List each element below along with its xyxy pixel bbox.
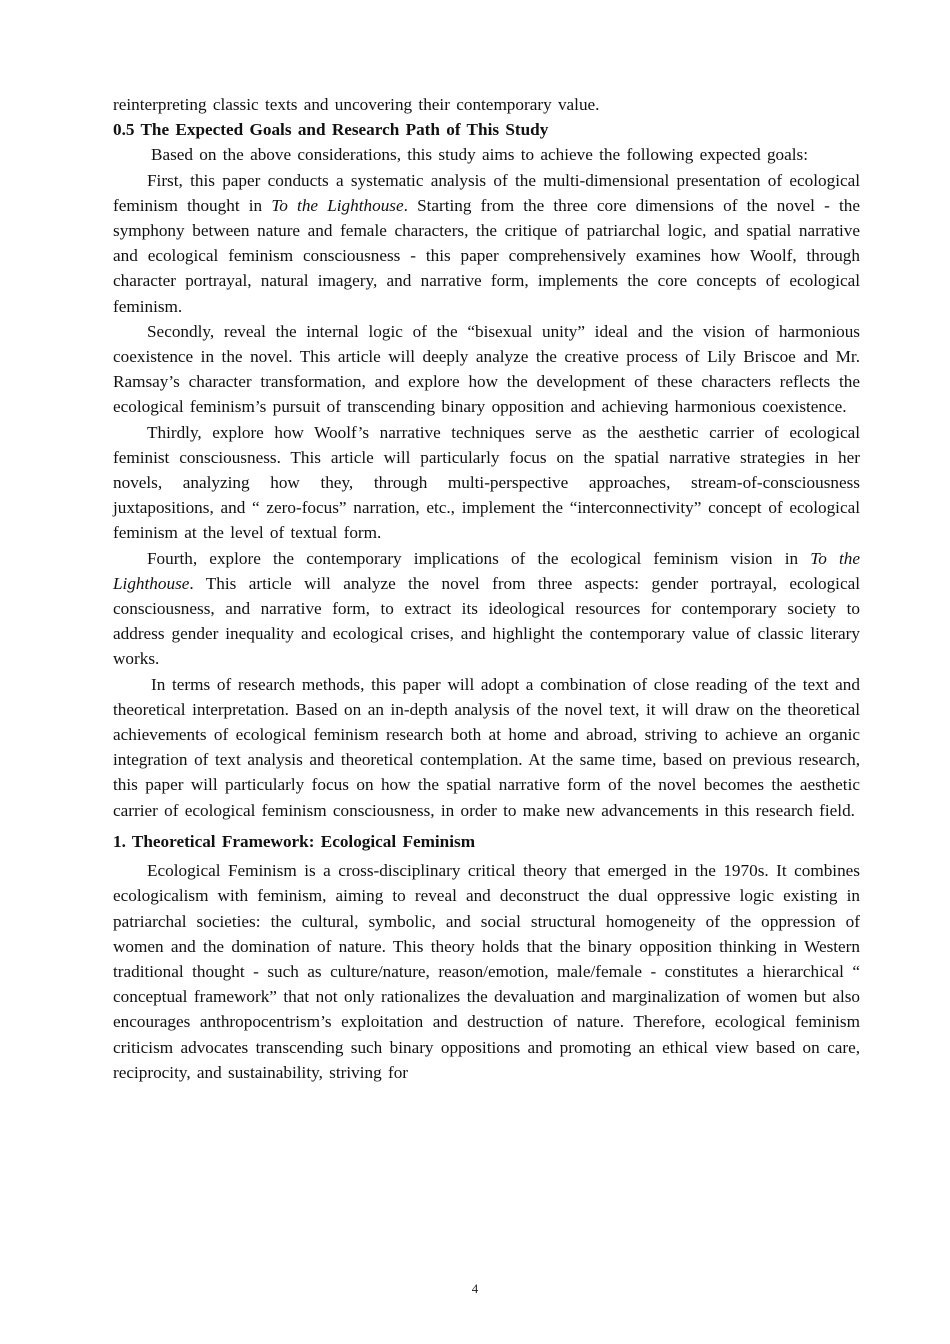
paragraph-first-goal xyxy=(113,168,860,319)
page-body xyxy=(113,92,860,1085)
continued-paragraph-line: reinterpreting classic texts and uncovering their contemporary value. xyxy=(113,95,600,114)
paragraph-intro: Based on the above considerations, this study aims to achieve the following expected goals: xyxy=(151,145,809,165)
paragraph-ecological-feminism: Ecological Feminism is a cross-disciplinary critical theory that emerged in the 1970s. It combines ecologicalism with feminism, aiming to reveal and deconstruct the dual oppressive logic existing in patriarchal societies: the cultural, symbolic, and social structural homogeneity of the oppression of women and the domination of nature. This theory holds that the binary opposition thinking in Western traditional thought - such as culture/nature, reason/emotion, male/female - constitutes a hierarchical “ conceptual framework” that not only rationalizes the devaluation and marginalization of women but also encourages anthropocentrism’s exploitation and destruction of nature. Therefore, ecological feminism criticism advocates transcending such binary oppositions and promoting an ethical view based on care, reciprocity, and sustainability, striving for xyxy=(113,861,860,1082)
paragraph-second-goal: Secondly, reveal the internal logic of the “bisexual unity” ideal and the vision of harmonious coexistence in the novel. This article will deeply analyze the creative process of Lily Briscoe and Mr. Ramsay’s character transformation, and explore how the development of these characters reflects the ecological feminism’s pursuit of transcending binary opposition and achieving harmonious coexistence. xyxy=(113,321,860,417)
paragraph-fourth-goal-text-a: Fourth, explore the contemporary implications of the ecological feminism vision in xyxy=(147,548,811,568)
section-heading-1: 1. Theoretical Framework: Ecological Feminism xyxy=(113,831,476,851)
page-number: 4 xyxy=(471,1281,479,1296)
paragraph-fourth-goal xyxy=(113,546,860,672)
section-heading-0-5: 0.5 The Expected Goals and Research Path of This Study xyxy=(113,120,549,140)
novel-title: To the Lighthouse xyxy=(113,548,860,593)
paragraph-fourth-goal-text-b: . This article will analyze the novel from three aspects: gender portrayal, ecological consciousness, and narrative form, to extract its ideological resources for contemporary society to address gender inequality and ecological crises, and highlight the contemporary value of classic literary works. xyxy=(113,573,860,669)
paragraph-first-goal-text-a: First, this paper conducts a systematic analysis of the multi-dimensional presentation of ecological feminism thought in xyxy=(113,170,860,215)
novel-title: To the Lighthouse xyxy=(271,195,404,215)
paragraph-first-goal-text-b: . Starting from the three core dimensions of the novel - the symphony between nature and female characters, the critique of patriarchal logic, and spatial narrative and ecological feminism consciousness - this paper comprehensively examines how Woolf, through character portrayal, natural imagery, and narrative form, implements the core concepts of ecological feminism. xyxy=(113,195,860,316)
paragraph-research-methods: In terms of research methods, this paper will adopt a combination of close reading of the text and theoretical interpretation. Based on an in-depth analysis of the novel text, it will draw on the theoretical achievements of ecological feminism research both at home and abroad, striving to achieve an organic integration of text analysis and theoretical contemplation. At the same time, based on previous research, this paper will particularly focus on how the spatial narrative form of the novel becomes the aesthetic carrier of ecological feminism consciousness, in order to make new advancements in this research field. xyxy=(113,674,860,820)
paragraph-third-goal: Thirdly, explore how Woolf’s narrative techniques serve as the aesthetic carrier of ecological feminist consciousness. This article will particularly focus on the spatial narrative strategies in her novels, analyzing how they, through multi-perspective approaches, stream-of-consciousness juxtapositions, and “ zero-focus” narration, etc., implement the “interconnectivity” concept of ecological feminism at the level of textual form. xyxy=(113,422,860,543)
